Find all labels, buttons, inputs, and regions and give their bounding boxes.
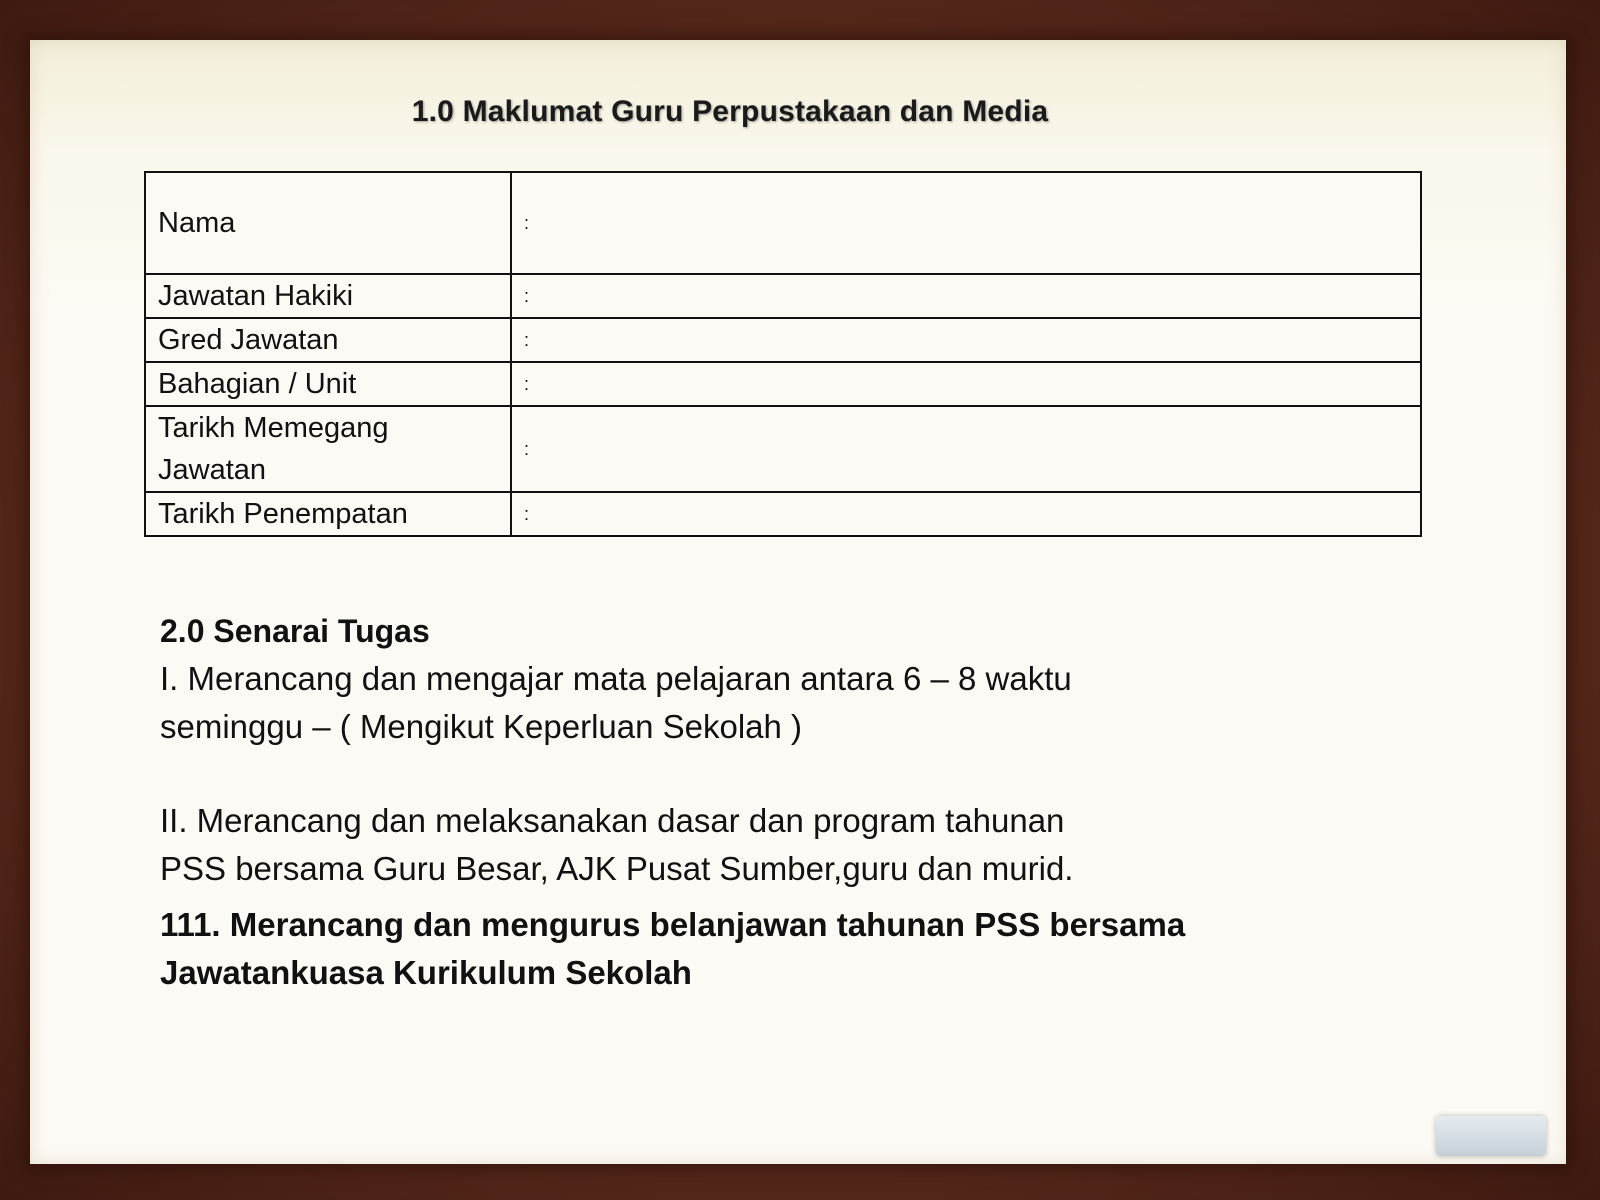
duty-item-2-line-2: PSS bersama Guru Besar, AJK Pusat Sumber,guru dan murid. xyxy=(160,850,1074,887)
row-value-nama: : xyxy=(511,172,1421,274)
table-row xyxy=(145,362,1421,406)
duty-item-1-line-2: seminggu – ( Mengikut Keperluan Sekolah ) xyxy=(160,708,803,745)
duty-item-3-line-1: 111. Merancang dan mengurus belanjawan tahunan PSS bersama xyxy=(160,906,1186,943)
duty-item-2-line-1: II. Merancang dan melaksanakan dasar dan program tahunan xyxy=(160,802,1065,839)
section-heading: 2.0 Senarai Tugas xyxy=(160,613,430,649)
info-table xyxy=(144,171,1422,537)
document-page xyxy=(30,40,1566,1164)
table-row xyxy=(145,492,1421,536)
row-label-nama: Nama xyxy=(145,172,511,274)
table-row xyxy=(145,318,1421,362)
row-value-gred-jawatan: : xyxy=(511,318,1421,362)
row-value-tarikh-penempatan: : xyxy=(511,492,1421,536)
table-row xyxy=(145,406,1421,492)
row-value-jawatan-hakiki: : xyxy=(511,274,1421,318)
watermark-badge xyxy=(1436,1116,1546,1156)
row-label-gred-jawatan: Gred Jawatan xyxy=(145,318,511,362)
row-value-bahagian-unit: : xyxy=(511,362,1421,406)
duty-item-3-line-2: Jawatankuasa Kurikulum Sekolah xyxy=(160,954,692,991)
table-row xyxy=(145,172,1421,274)
row-value-tarikh-memegang-jawatan: : xyxy=(511,406,1421,492)
row-label-tarikh-memegang-jawatan: Tarikh Memegang Jawatan xyxy=(145,406,511,492)
row-label-jawatan-hakiki: Jawatan Hakiki xyxy=(145,274,511,318)
page-title: 1.0 Maklumat Guru Perpustakaan dan Media xyxy=(411,95,1049,128)
table-row xyxy=(145,274,1421,318)
row-label-bahagian-unit: Bahagian / Unit xyxy=(145,362,511,406)
spacer xyxy=(160,751,1410,797)
duties-section xyxy=(160,607,1410,997)
duty-item-1-line-1: I. Merancang dan mengajar mata pelajaran antara 6 – 8 waktu xyxy=(160,660,1072,697)
row-label-tarikh-penempatan: Tarikh Penempatan xyxy=(145,492,511,536)
